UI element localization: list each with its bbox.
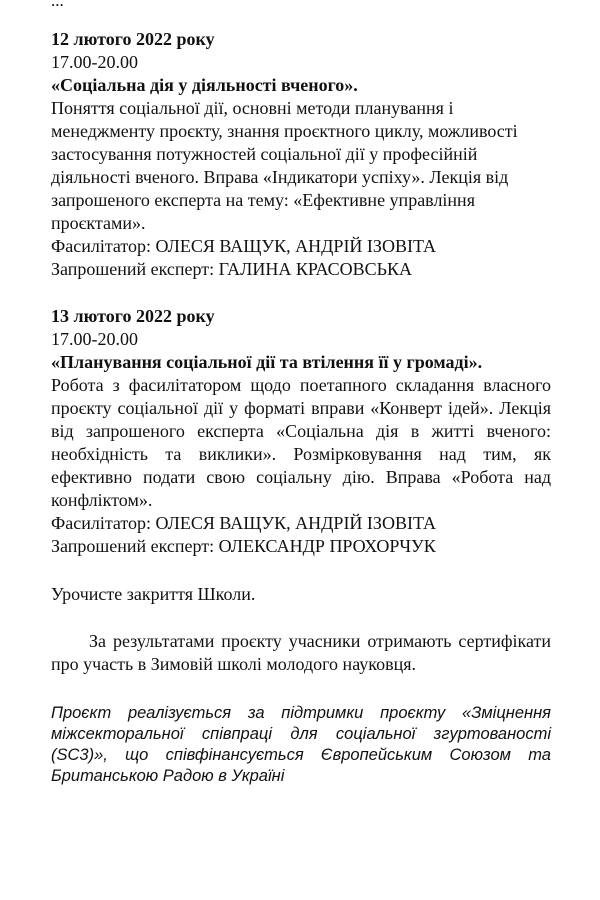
- day-2-description: Робота з фасилітатором щодо поетапного складання власного проєкту соціальної дії у форматі вправи «Конверт ідей». Лекція від запрошеного експерта «Соціальна дія в житті вченого: необхідність та виклики». Розмірковування над тим, як ефективно подати свою соціальну дію. Вправа «Робота над конфліктом».: [51, 375, 551, 510]
- day-1-expert: Запрошений експерт: ГАЛИНА КРАСОВСЬКА: [51, 259, 413, 279]
- day-1-time: 17.00-20.00: [51, 52, 138, 72]
- day-2-title: «Планування соціальної дії та втілення її у громаді».: [51, 352, 483, 372]
- cut-off-text-top: ...: [51, 0, 64, 10]
- day-2-date: 13 лютого 2022 року: [51, 306, 215, 326]
- results-paragraph: За результатами проєкту учасники отримають сертифікати про участь в Зимовій школі молодого науковця.: [51, 631, 551, 674]
- day-1-facilitator: Фасилітатор: ОЛЕСЯ ВАЩУК, АНДРІЙ ІЗОВІТА: [51, 236, 437, 256]
- schedule-day-2: [51, 305, 551, 558]
- schedule-day-1: [51, 28, 551, 281]
- day-2-facilitator: Фасилітатор: ОЛЕСЯ ВАЩУК, АНДРІЙ ІЗОВІТА: [51, 513, 437, 533]
- closing-ceremony: Урочисте закриття Школи.: [51, 584, 256, 604]
- day-1-description: Поняття соціальної дії, основні методи планування і менеджменту проєкту, знання проєктного циклу, можливості застосування потужностей соціальної дії у професійній діяльності вченого. Вправа «Індикатори успіху». Лекція від запрошеного експерта на тему: «Ефективне управління проєктами».: [51, 98, 518, 233]
- funding-note: Проєкт реалізується за підтримки проєкту «Зміцнення міжсекторальної співпраці для соціальної згуртованості (SC3)», що співфінансується Європейським Союзом та Британською Радою в Україні: [51, 704, 551, 785]
- day-1-title: «Соціальна дія у діяльності вченого».: [51, 75, 358, 95]
- day-2-expert: Запрошений експерт: ОЛЕКСАНДР ПРОХОРЧУК: [51, 536, 436, 556]
- day-2-time: 17.00-20.00: [51, 329, 138, 349]
- day-1-date: 12 лютого 2022 року: [51, 29, 215, 49]
